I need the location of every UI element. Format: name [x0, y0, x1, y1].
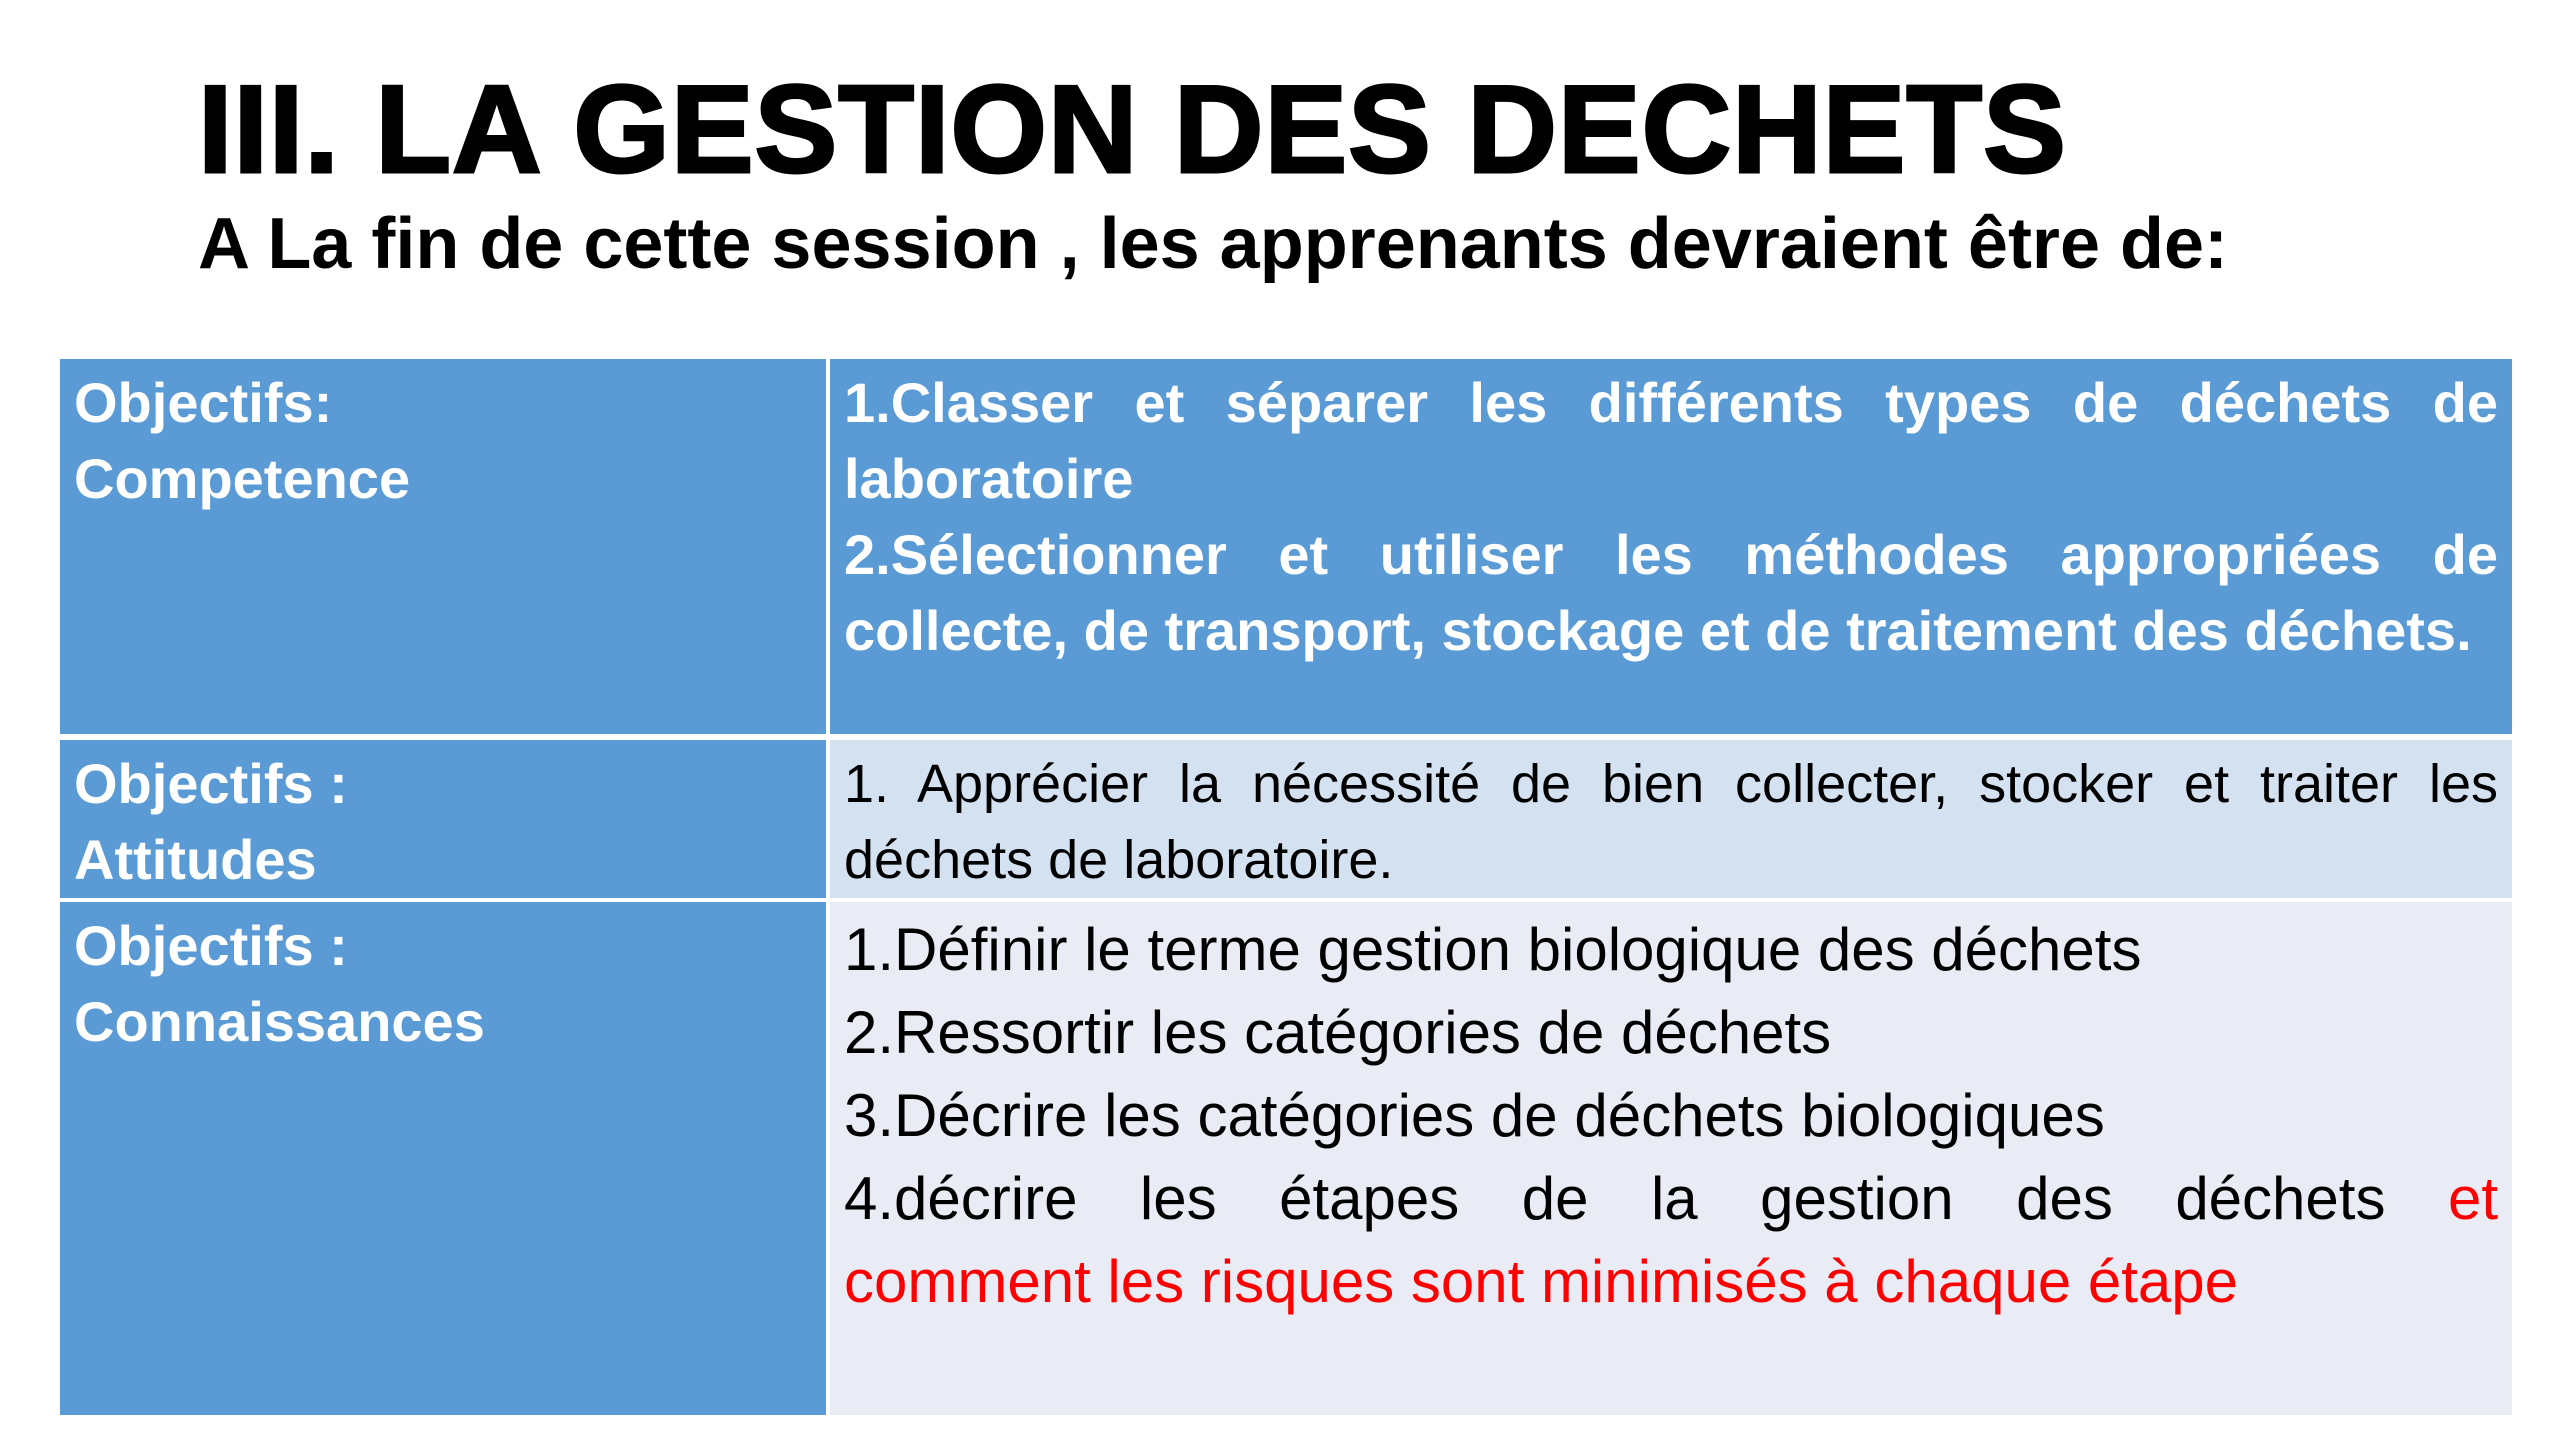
- attitudes-item-1: 1. Apprécier la nécessité de bien collecter, stocker et traiter les déchets de laboratoire.: [844, 754, 2498, 890]
- competence-label-cell: [60, 359, 828, 737]
- connaissances-item-4-line1: [844, 1157, 2498, 1240]
- objectives-table: [60, 359, 2512, 1415]
- competence-label-line2: Competence: [74, 447, 411, 510]
- competence-content-cell: [828, 359, 2512, 737]
- connaissances-item-3: 3.Décrire les catégories de déchets biologiques: [844, 1082, 2105, 1149]
- connaissances-label-line2: Connaissances: [74, 990, 485, 1053]
- connaissances-item-4-red-start: et: [2447, 1165, 2498, 1232]
- table-row-competence: [60, 359, 2512, 737]
- connaissances-item-4-red-rest: comment les risques sont minimisés à chaque étape: [844, 1248, 2239, 1315]
- slide-title: III. LA GESTION DES DECHETS: [198, 61, 2067, 199]
- slide-subtitle: A La fin de cette session , les apprenants devraient être de:: [198, 204, 2228, 284]
- competence-label-line1: Objectifs:: [74, 371, 333, 434]
- connaissances-item-4-text: 4.décrire les étapes de la gestion des déchets: [844, 1165, 2386, 1232]
- competence-item-1: 1.Classer et séparer les différents types de déchets de laboratoire: [844, 371, 2498, 510]
- attitudes-label-cell: [60, 737, 828, 900]
- connaissances-label-line1: Objectifs :: [74, 914, 348, 977]
- attitudes-label-line2: Attitudes: [74, 828, 317, 891]
- competence-item-2: 2.Sélectionner et utiliser les méthodes appropriées de collecte, de transport, stockage et de traitement des déchets.: [844, 523, 2498, 662]
- connaissances-label-cell: [60, 900, 828, 1415]
- table-row-connaissances: [60, 900, 2512, 1415]
- connaissances-item-2: 2.Ressortir les catégories de déchets: [844, 999, 1832, 1066]
- connaissances-content-cell: [828, 900, 2512, 1415]
- attitudes-content-cell: [828, 737, 2512, 900]
- connaissances-item-1: 1.Définir le terme gestion biologique des déchets: [844, 916, 2142, 983]
- table-row-attitudes: [60, 737, 2512, 900]
- attitudes-label-line1: Objectifs :: [74, 752, 348, 815]
